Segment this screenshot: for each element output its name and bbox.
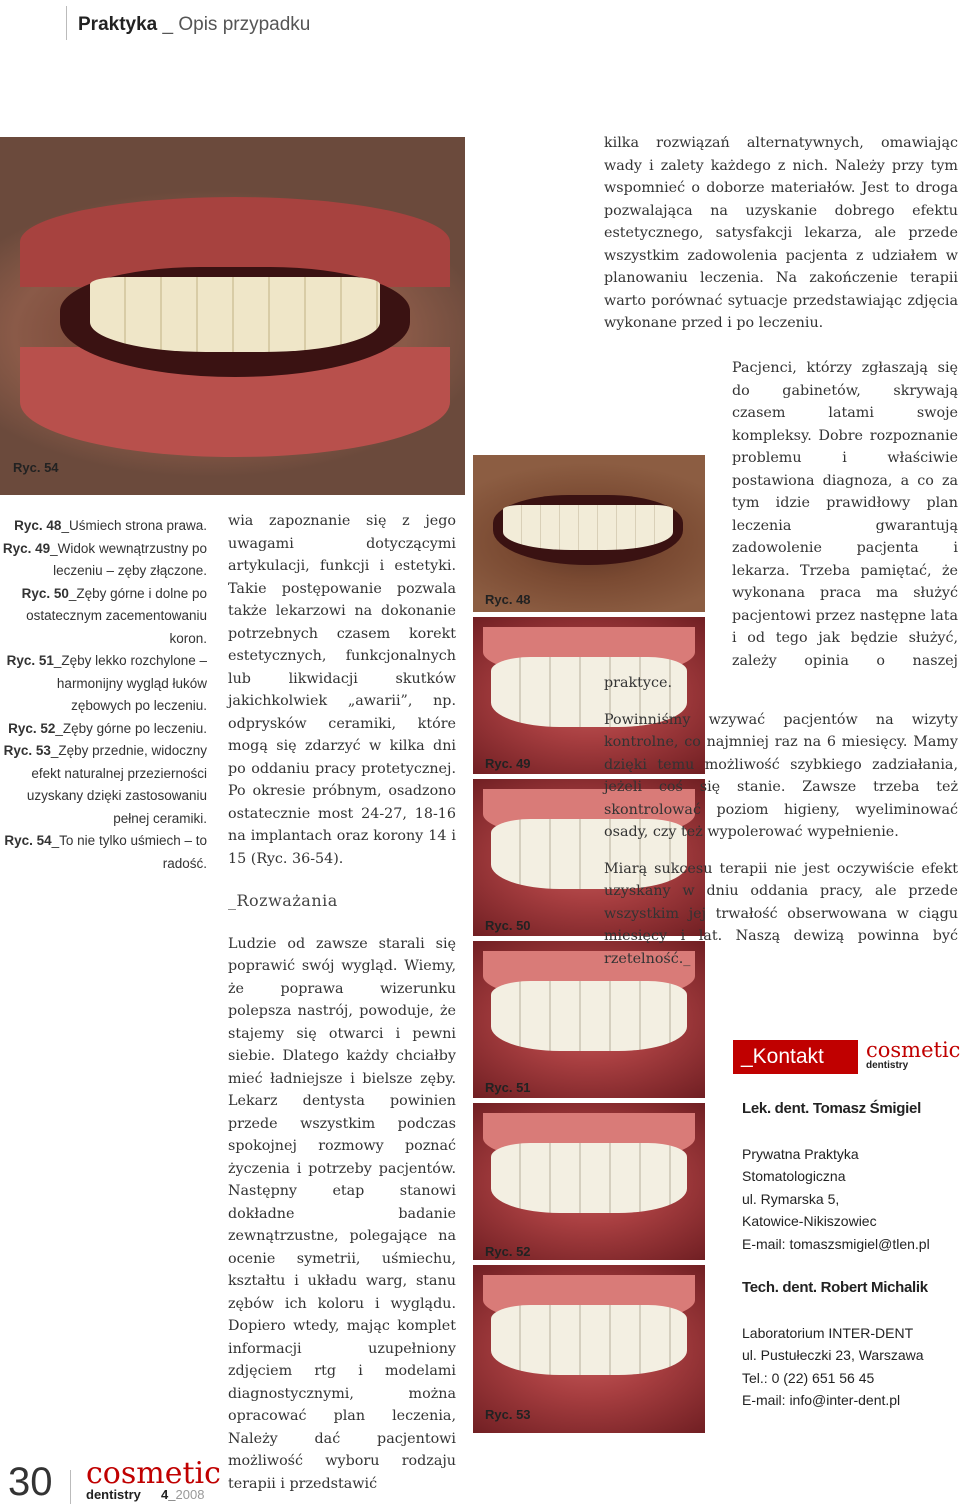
contact-info [742, 1098, 957, 1412]
contact-person-2: Tech. dent. Robert Michalik [742, 1279, 928, 1296]
contact-logo: cosmetic dentistry [866, 1038, 960, 1071]
figure-label-51: Ryc. 51 [485, 1080, 531, 1095]
contact-2-email[interactable]: E-mail: info@inter-dent.pl [742, 1392, 901, 1408]
header-subtitle: Opis przypadku [178, 14, 311, 35]
contact-1-line-3: ul. Rymarska 5, [742, 1190, 840, 1207]
footer-logo-cosmetic: cosmetic [86, 1456, 221, 1491]
caption-51: Ryc. 51_Zęby lekko rozchylone – harmonijny wygląd łuków zębowych po leczeniu. [6, 653, 207, 713]
text-wrap-spacer [604, 419, 732, 669]
article-column-right-top [604, 132, 958, 335]
footer-issue: 4_ [161, 1487, 176, 1502]
figure-label-48: Ryc. 48 [485, 592, 531, 607]
figure-label-53: Ryc. 53 [485, 1407, 531, 1422]
contact-2-line-2: ul. Pustułeczki 23, Warszawa [742, 1347, 924, 1363]
footer-brand [86, 1456, 221, 1503]
header-separator: _ [157, 14, 179, 35]
contact-1-email[interactable]: E-mail: tomaszsmigiel@tlen.pl [742, 1235, 930, 1252]
article-column-right [604, 357, 958, 970]
article-column-middle [228, 510, 456, 1495]
running-header [78, 14, 310, 36]
contact-2-line-3: Tel.: 0 (22) 651 56 45 [742, 1369, 875, 1386]
caption-54: Ryc. 54_To nie tylko uśmiech – to radość. [4, 833, 207, 871]
caption-52: Ryc. 52_Zęby górne po leczeniu. [8, 720, 207, 736]
contact-2-line-1: Laboratorium INTER-DENT [742, 1324, 914, 1341]
paragraph-right-2: Pacjenci, którzy zgłaszają się do gabinetów, skrywają czasem latami swoje kompleksy. Dobre rozpoznanie problemu i właściwie postawiona diagnoza, a co za tym idzie prawidłowy plan leczenia gwarantują zadowolenie pacjenta i lekarza. Trzeba pamiętać, że wykonana praca ma służyć pacjentowi przez następne lata i od tego jak będzie służyć, zależy opinia o naszej praktyce. [604, 360, 958, 691]
caption-48: Ryc. 48_Uśmiech strona prawa. [14, 518, 207, 533]
paragraph-mid-2: Ludzie od zawsze starali się poprawić swój wygląd. Wiemy, że poprawa wizerunku polepsza nastrój, powoduje, że stajemy się otwarci i pewni siebie. Dlatego każdy chciałby mieć ładniejsze i bielsze zęby. Lekarz dentysta powinien przede wszystkim podczas spokojnej rozmowy poznać życzenia i potrzeby pacjentów. Następny etap stanowi dokładne badanie zewnątrzustne, polegające na ocenie symetrii, uśmiechu, kształtu i układu warg, stanu zębów ich koloru i wyglądu. Dopiero wtedy, mając komplet informacji uzupełniony zdjęciem rtg i modelami diagnostycznymi, można opracować plan leczenia, Należy dać pacjentowi możliwość wyboru rodzaju terapii i przedstawić [228, 935, 456, 1492]
paragraph-right-1: kilka rozwiązań alternatywnych, omawiając wady i zalety każdego z nich. Należy przy tym wspomnieć o doborze materiałów. Jest to droga pozwalająca na uzyskanie dobrego efektu estetycznego, satysfakcji lekarza, ale przede wszystkim zadowolenia pacjenta z udziałem w planowaniu leczenia. Na zakończenie terapii warto porównać sytuacje przedstawiając zdjęcia wykonane przed i po leczeniu. [604, 135, 958, 331]
caption-49: Ryc. 49_Widok wewnątrzustny po leczeniu – zęby złączone. [2, 540, 207, 578]
figure-label-49: Ryc. 49 [485, 756, 531, 771]
contact-1-line-4: Katowice-Nikiszowiec [742, 1213, 877, 1229]
contact-title: _Kontakt [733, 1040, 858, 1074]
contact-person-1: Lek. dent. Tomasz Śmigiel [742, 1100, 921, 1117]
header-section: Praktyka [78, 14, 158, 35]
header-rule [66, 6, 67, 40]
figure-captions [0, 515, 207, 875]
contact-1-line-1: Prywatna Praktyka [742, 1145, 859, 1162]
photo-smile-large [0, 137, 465, 495]
footer-year: 2008 [175, 1487, 205, 1502]
paragraph-right-3: Powinniśmy wzywać pacjentów na wizyty kontrolne, co najmniej raz na 6 miesięcy. Mamy dzięki temu możliwość szybkiego zadziałania, jeżeli coś się stanie. Zawsze trzeba też skontrolować poziom higieny, wyeliminować osady, czy też wypolerować wypełnienie. [604, 711, 958, 840]
caption-53: Ryc. 53_Zęby przednie, widoczny efekt naturalnej przezierności uzyskany dzięki zastosowaniu pełnej ceramiki. [3, 743, 207, 826]
figure-label-50: Ryc. 50 [485, 918, 531, 933]
caption-50: Ryc. 50_Zęby górne i dolne po ostatecznym zacementowaniu koron. [21, 585, 207, 646]
figure-label-52: Ryc. 52 [485, 1244, 531, 1259]
paragraph-mid-1: wia zapoznanie się z jego uwagami dotyczącymi artykulacji, funkcji i estetyki. Takie postępowanie pozwala także lekarzowi na dokonanie potrzebnych czasem korekt estetycznych, funkcjonalnych lub likwidacji skutków jakichkolwiek „awarii”, np. odprysków ceramiki, które mogą się zdarzyć w kilka dni po oddaniu pracy protetycznej. Po okresie próbnym, osadzono ostatecznie most 24-27, 18-16 na implantach oraz korony 14 i 15 (Ryc. 36-54). [228, 513, 456, 867]
footer-logo-dentistry: dentistry [86, 1487, 141, 1502]
photo-upper-teeth [473, 1103, 705, 1260]
footer-rule [70, 1470, 71, 1504]
page-number: 30 [8, 1460, 53, 1504]
paragraph-right-4: Miarą sukcesu terapii nie jest oczywiście efekt uzyskany w dniu oddania pracy, ale przede wszystkim jej trwałość obserwowana w ciągu miesięcy i lat. Naszą dewizą powinna być rzetelność._ [604, 860, 958, 967]
contact-1-line-2: Stomatologiczna [742, 1168, 846, 1184]
section-heading: _Rozważania [228, 891, 338, 910]
figure-label-54: Ryc. 54 [13, 460, 59, 475]
contact-header [733, 1038, 960, 1074]
